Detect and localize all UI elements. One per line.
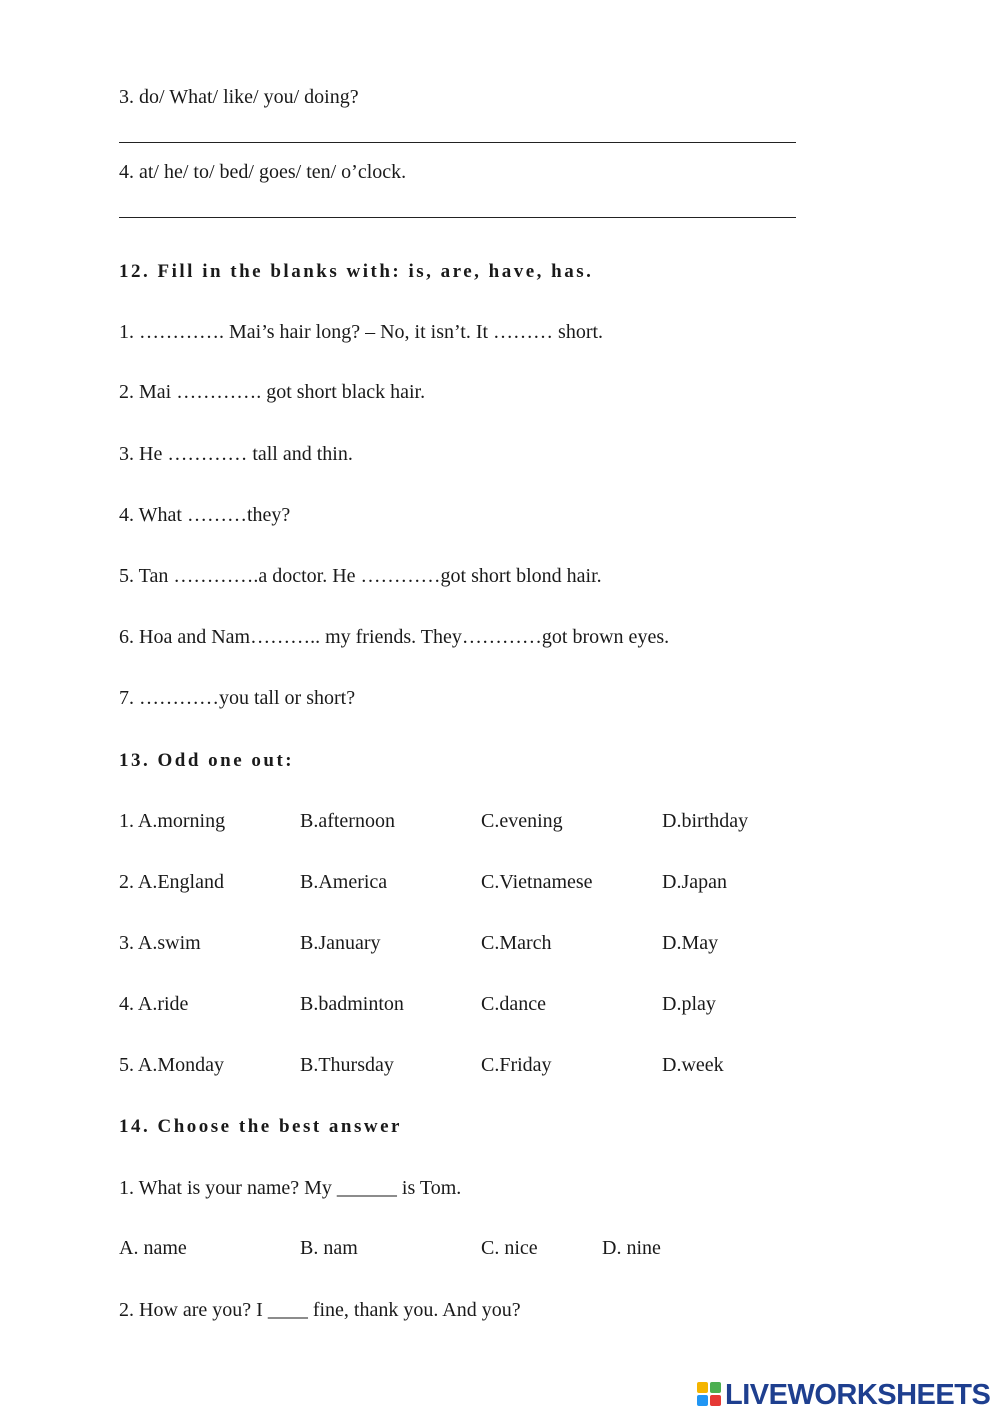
liveworksheets-logo xyxy=(697,1380,990,1410)
mc-question-2: 2. How are you? I ____ fine, thank you. And you? xyxy=(119,1299,521,1321)
mc-q1-option-b[interactable]: B. nam xyxy=(300,1237,358,1259)
odd-row-1-option-d[interactable]: D.birthday xyxy=(662,810,749,832)
section-12-heading: 12. Fill in the blanks with: is, are, have, has. xyxy=(119,261,594,282)
liveworksheets-wordmark: LIVEWORKSHEETS xyxy=(725,1378,991,1411)
odd-row-5-option-d[interactable]: D.week xyxy=(662,1054,724,1076)
section-13-heading: 13. Odd one out: xyxy=(119,750,295,771)
odd-row-4-option-b[interactable]: B.badminton xyxy=(300,993,404,1015)
mc-q1-option-a[interactable]: A. name xyxy=(119,1237,187,1259)
odd-row-2-option-c[interactable]: C.Vietnamese xyxy=(481,871,593,893)
odd-row-3-option-b[interactable]: B.January xyxy=(300,932,381,954)
liveworksheets-mark-icon xyxy=(697,1382,723,1408)
odd-row-2-option-d[interactable]: D.Japan xyxy=(662,871,727,893)
odd-row-5-option-b[interactable]: B.Thursday xyxy=(300,1054,394,1076)
question-4: 4. at/ he/ to/ bed/ goes/ ten/ o’clock. xyxy=(119,161,407,183)
odd-row-4-option-c[interactable]: C.dance xyxy=(481,993,546,1015)
odd-row-3-option-d[interactable]: D.May xyxy=(662,932,719,954)
fill-blank-item-4: 4. What ………they? xyxy=(119,504,291,526)
fill-blank-item-6: 6. Hoa and Nam……….. my friends. They…………got brown eyes. xyxy=(119,626,670,648)
fill-blank-item-3: 3. He ………… tall and thin. xyxy=(119,443,353,465)
odd-row-5-option-a[interactable]: 5. A.Monday xyxy=(119,1054,224,1076)
fill-blank-item-7: 7. …………you tall or short? xyxy=(119,687,356,709)
odd-row-4-option-a[interactable]: 4. A.ride xyxy=(119,993,189,1015)
mc-q1-option-d[interactable]: D. nine xyxy=(602,1237,661,1259)
mc-question-1: 1. What is your name? My ______ is Tom. xyxy=(119,1177,462,1199)
section-14-heading: 14. Choose the best answer xyxy=(119,1116,402,1137)
answer-line-3[interactable] xyxy=(119,142,796,143)
odd-row-1-option-a[interactable]: 1. A.morning xyxy=(119,810,226,832)
answer-line-4[interactable] xyxy=(119,217,796,218)
fill-blank-item-5: 5. Tan ………….a doctor. He …………got short blond hair. xyxy=(119,565,602,587)
odd-row-3-option-c[interactable]: C.March xyxy=(481,932,552,954)
odd-row-4-option-d[interactable]: D.play xyxy=(662,993,716,1015)
odd-row-2-option-a[interactable]: 2. A.England xyxy=(119,871,224,893)
odd-row-5-option-c[interactable]: C.Friday xyxy=(481,1054,552,1076)
fill-blank-item-1: 1. …………. Mai’s hair long? – No, it isn’t. It ……… short. xyxy=(119,321,604,343)
fill-blank-item-2: 2. Mai …………. got short black hair. xyxy=(119,381,426,403)
mc-q1-option-c[interactable]: C. nice xyxy=(481,1237,538,1259)
odd-row-3-option-a[interactable]: 3. A.swim xyxy=(119,932,201,954)
odd-row-1-option-b[interactable]: B.afternoon xyxy=(300,810,395,832)
odd-row-2-option-b[interactable]: B.America xyxy=(300,871,388,893)
question-3: 3. do/ What/ like/ you/ doing? xyxy=(119,86,359,108)
odd-row-1-option-c[interactable]: C.evening xyxy=(481,810,563,832)
